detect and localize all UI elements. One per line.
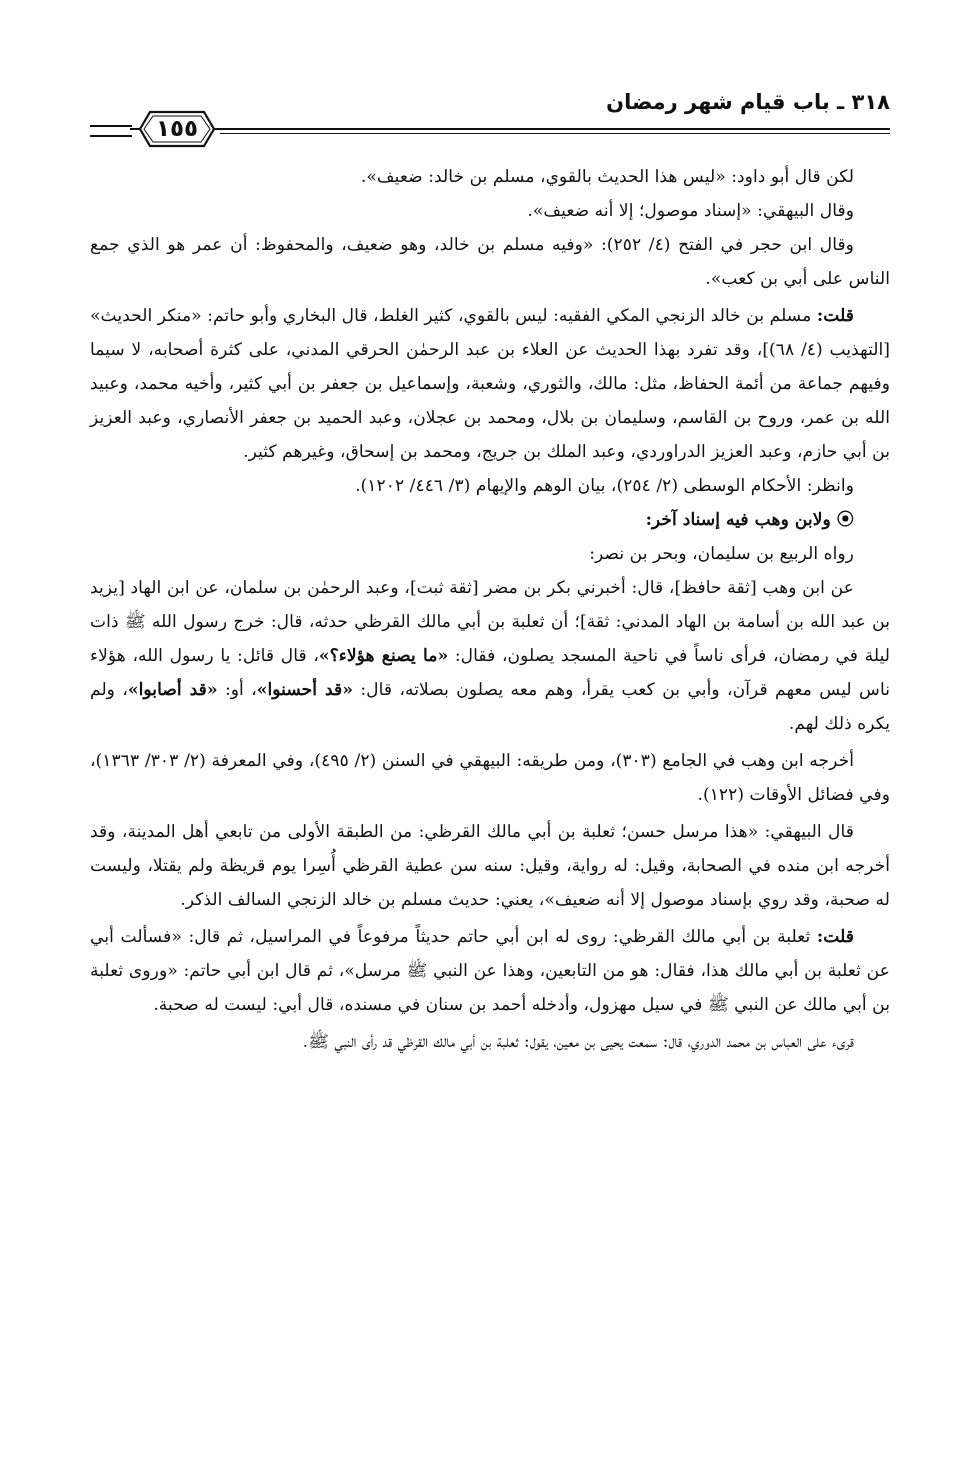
paragraph: أخرجه ابن وهب في الجامع (٣٠٣)، ومن طريقه: البيهقي في السنن (٢/ ٤٩٥)، وفي المعرفة (٢/ ٣٠٣/ ١٣٦٣)، وفي فضائل الأوقات (١٢٢). bbox=[90, 751, 890, 805]
paragraph: عن ابن وهب [ثقة حافظ]، قال: أخبرني بكر بن مضر [ثقة ثبت]، وعبد الرحمٰن بن سلمان، عن ابن الهاد [يزيد بن عبد الله بن أسامة بن الهاد المدني: ثقة]؛ أن ثعلبة بن أبي مالك القرظي حدثه، قال: خرج رسول الله ﷺ ذات ليلة في رمضان، فرأى ناساً في ناحية المسجد يصلون، فقال: «ما يصنع هؤلاء؟»، قال قائل: يا رسول الله، هؤلاء ناس ليس معهم قرآن، وأبي بن كعب يقرأ، وهم معه يصلون بصلاته، قال: «قد أحسنوا»، أو: «قد أصابوا»، ولم يكره ذلك لهم. bbox=[90, 578, 890, 734]
quote-bold: «قد أحسنوا» bbox=[256, 680, 353, 700]
paragraph-lead: قلت: bbox=[816, 927, 854, 947]
page-number-badge bbox=[130, 106, 224, 152]
paragraph: وانظر: الأحكام الوسطى (٢/ ٢٥٤)، بيان الوهم والإيهام (٣/ ٤٤٦/ ١٢٠٢). bbox=[355, 476, 854, 496]
page-body bbox=[90, 160, 890, 1059]
paragraph: لكن قال أبو داود: «ليس هذا الحديث بالقوي، مسلم بن خالد: ضعيف». bbox=[360, 167, 854, 187]
header-rule bbox=[220, 128, 890, 134]
running-title: ٣١٨ ـ باب قيام شهر رمضان bbox=[606, 90, 890, 114]
section-heading: ⦿ ولابن وهب فيه إسناد آخر: bbox=[645, 510, 854, 530]
header-left-rule bbox=[90, 125, 132, 137]
quote-bold: «ما يصنع هؤلاء؟» bbox=[318, 646, 449, 666]
paragraph: قال البيهقي: «هذا مرسل حسن؛ ثعلبة بن أبي مالك القرظي: من الطبقة الأولى من تابعي أهل المدينة، وقد أخرجه ابن منده في الصحابة، وقيل: له رواية، وقيل: سنه سن عطية القرظي أُسِرا يوم قريظة ولم يقتلا، وليست له صحبة، وقد روي بإسناد موصول إلا أنه ضعيف»، يعني: حديث مسلم بن خالد الزنجي السالف الذكر. bbox=[90, 822, 890, 910]
paragraph: وقال البيهقي: «إسناد موصول؛ إلا أنه ضعيف». bbox=[527, 201, 854, 221]
paragraph: وقال ابن حجر في الفتح (٤/ ٢٥٢): «وفيه مسلم بن خالد، وهو ضعيف، والمحفوظ: أن عمر هو الذي جمع الناس على أبي بن كعب». bbox=[90, 235, 890, 289]
paragraph: قرىء على العباس بن محمد الدوري، قال: سمعت يحيى بن معين، يقول: ثعلبة بن أبي مالك القرظي قد رأى النبي ﷺ. bbox=[302, 1032, 854, 1052]
quote-bold: «قد أصابوا» bbox=[127, 680, 218, 700]
page-number: ١٥٥ bbox=[155, 116, 199, 142]
page-header bbox=[90, 88, 890, 148]
paragraph: قلت: مسلم بن خالد الزنجي المكي الفقيه: ليس بالقوي، كثير الغلط، قال البخاري وأبو حاتم: «منكر الحديث» [التهذيب (٤/ ٦٨)]، وقد تفرد بهذا الحديث عن العلاء بن عبد الرحمٰن الحرقي المدني، على كثرة أصحابه، لا سيما وفيهم جماعة من أئمة الحفاظ، مثل: مالك، والثوري، وشعبة، وإسماعيل بن جعفر بن أبي كثير، وأخيه محمد، وعبيد الله بن عمر، وروح بن القاسم، وسليمان بن بلال، ومحمد بن عجلان، وعبد الحميد بن جعفر الأنصاري، وعبد العزيز بن أبي حازم، وعبد العزيز الدراوردي، وعبد الملك بن جريج، ومحمد بن إسحاق، وغيرهم كثير. bbox=[90, 306, 890, 462]
paragraph: قلت: ثعلبة بن أبي مالك القرظي: روى له ابن أبي حاتم حديثاً مرفوعاً في المراسيل، ثم قال: «فسألت أبي عن ثعلبة بن أبي مالك هذا، فقال: هو من التابعين، وهذا عن النبي ﷺ مرسل»، ثم قال ابن أبي حاتم: «وروى ثعلبة بن أبي مالك عن النبي ﷺ في سيل مهزول، وأدخله أحمد بن سنان في مسنده، قال أبي: ليست له صحبة. bbox=[90, 927, 890, 1015]
paragraph: رواه الربيع بن سليمان، وبحر بن نصر: bbox=[589, 544, 854, 564]
paragraph-lead: قلت: bbox=[816, 306, 854, 326]
